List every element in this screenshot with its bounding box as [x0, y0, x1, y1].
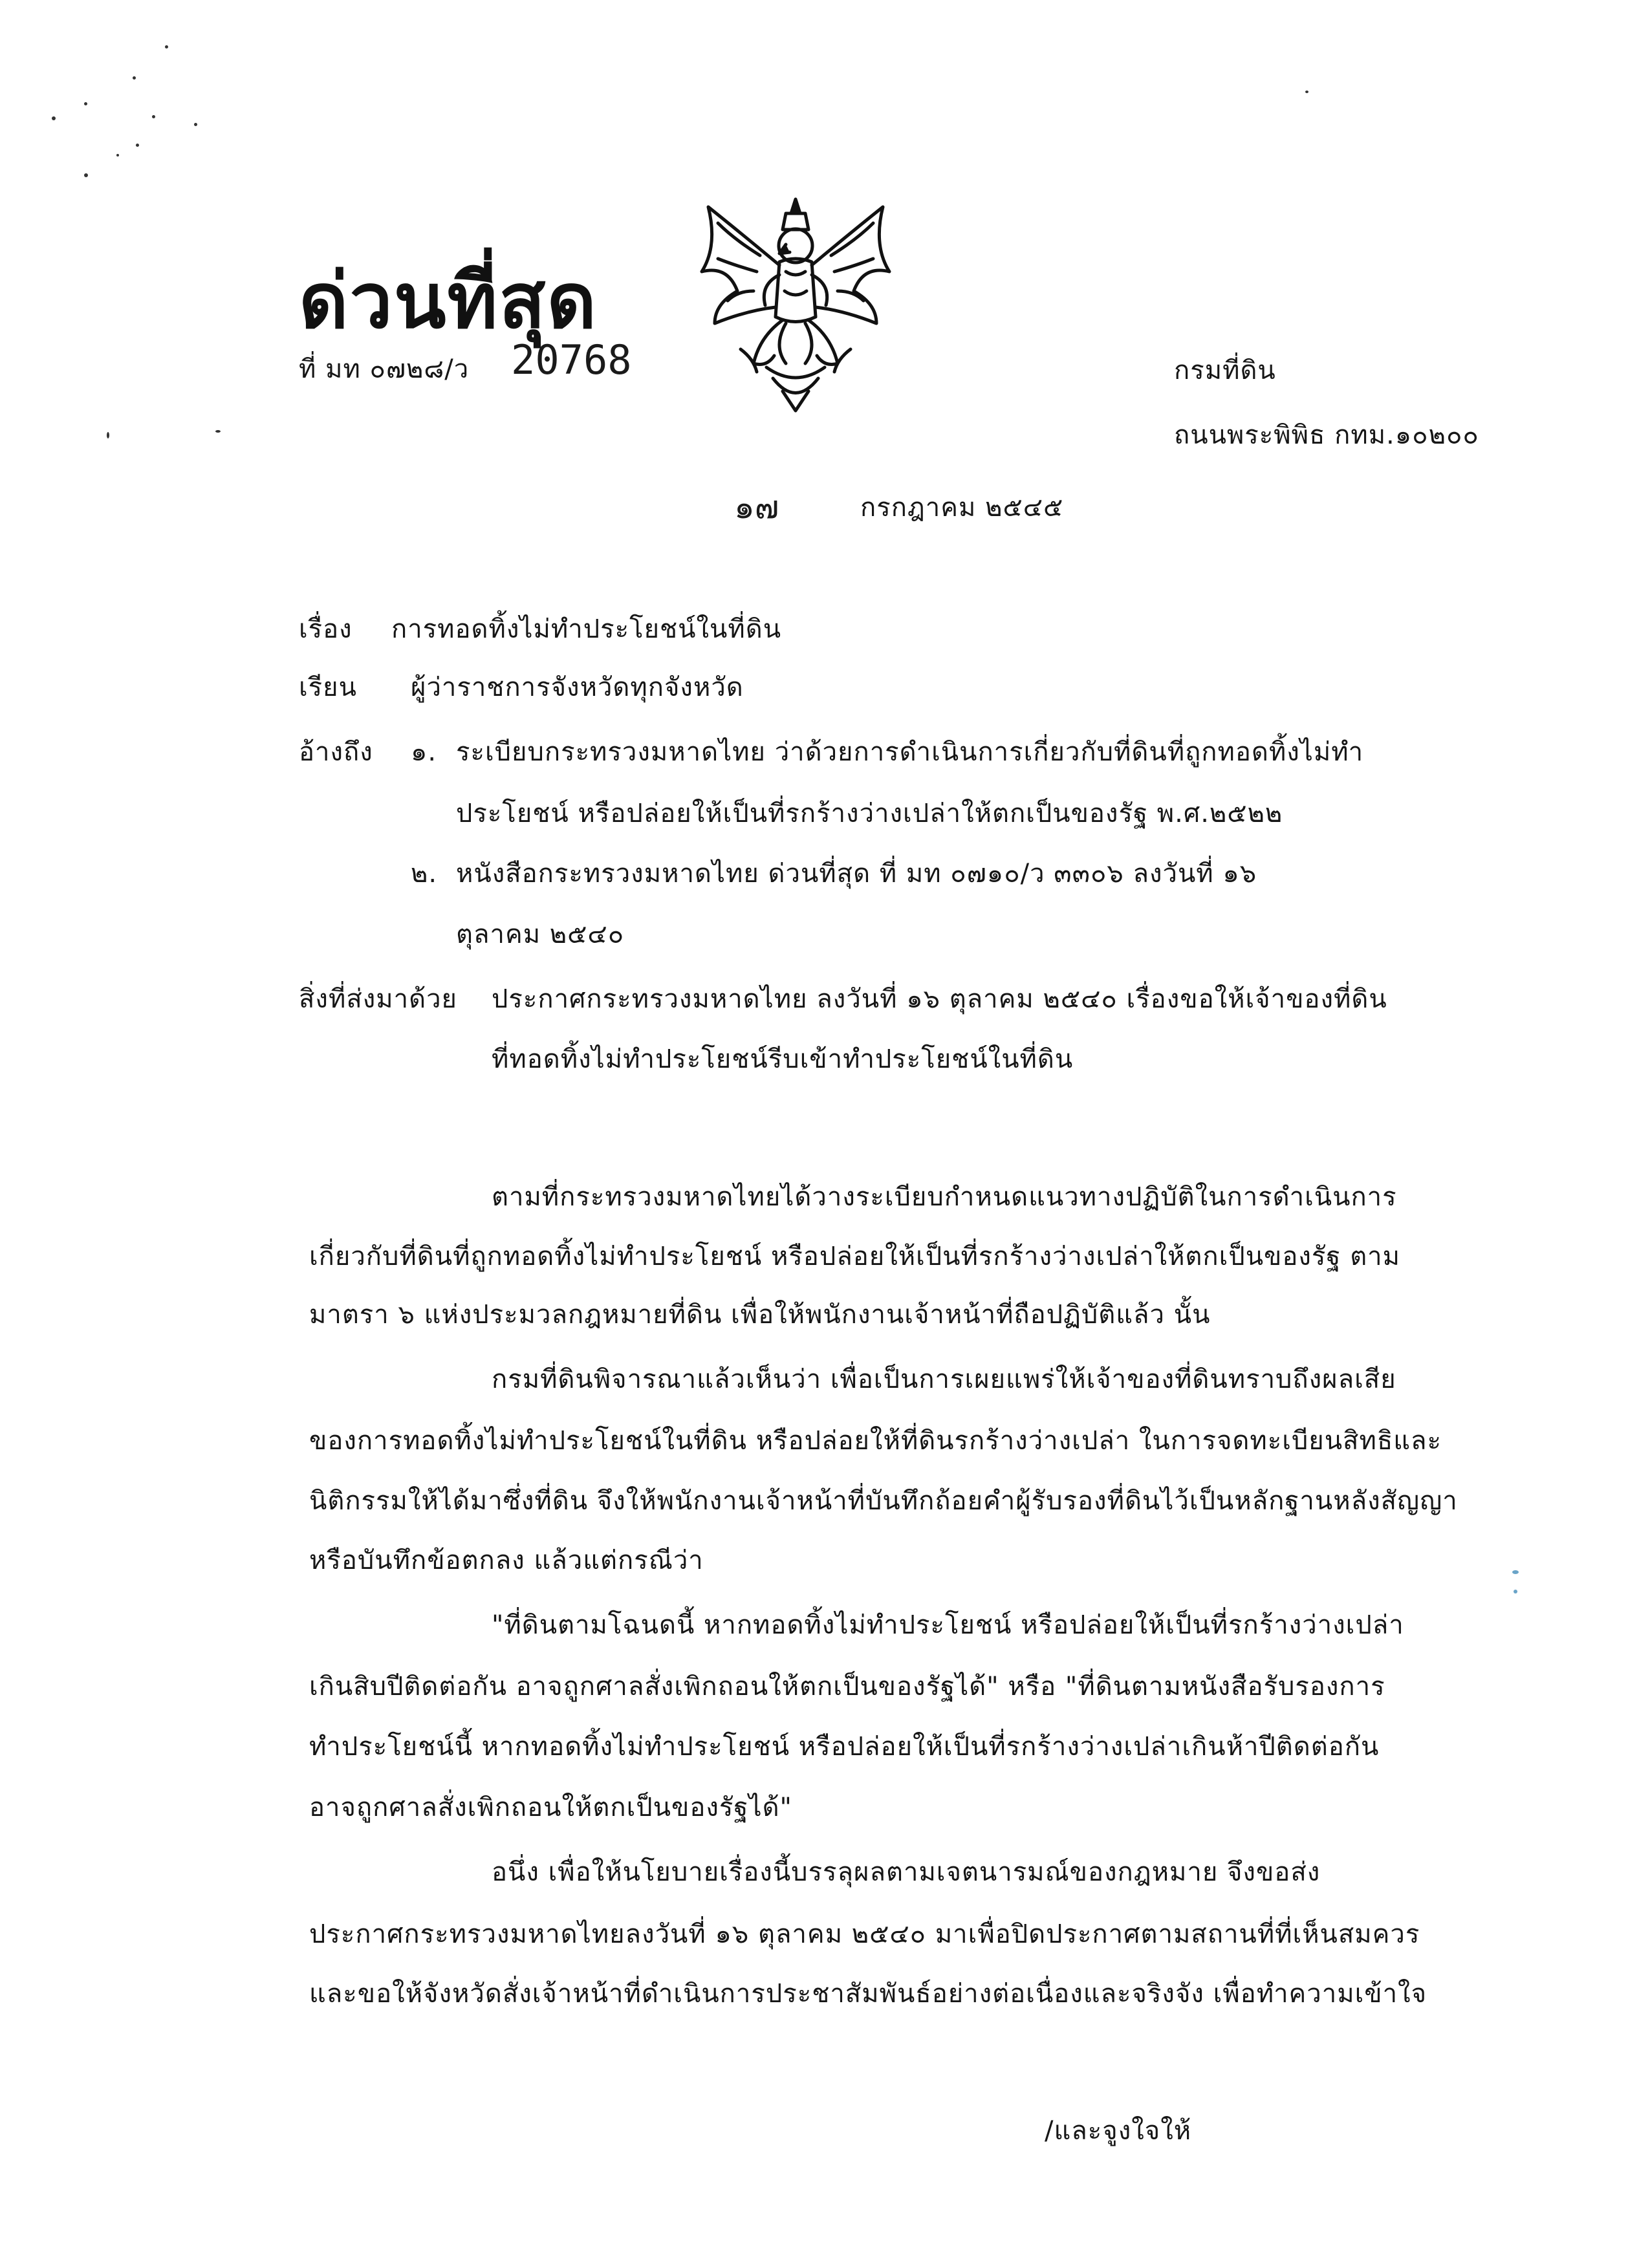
reference-item-line: ระเบียบกระทรวงมหาดไทย ว่าด้วยการดำเนินการเกี่ยวกับที่ดินที่ถูกทอดทิ้งไม่ทำ [456, 737, 1364, 767]
body-line: มาตรา ๖ แห่งประมวลกฎหมายที่ดิน เพื่อให้พนักงานเจ้าหน้าที่ถือปฏิบัติแล้ว นั้น [309, 1300, 1211, 1330]
recipient-label: เรียน [299, 673, 357, 702]
agency-address: ถนนพระพิพิธ กทม.๑๐๒๐๐ [1174, 420, 1479, 450]
body-line: ทำประโยชน์นี้ หากทอดทิ้งไม่ทำประโยชน์ หรือปล่อยให้เป็นที่รกร้างว่างเปล่าเกินห้าปีติดต่อกัน [309, 1732, 1380, 1762]
body-line: "ที่ดินตามโฉนดนี้ หากทอดทิ้งไม่ทำประโยชน์ หรือปล่อยให้เป็นที่รกร้างว่างเปล่า [492, 1610, 1404, 1640]
urgent-label: ด่วนที่สุด [299, 256, 598, 345]
recipient-text: ผู้ว่าราชการจังหวัดทุกจังหวัด [411, 673, 744, 702]
body-line: ตามที่กระทรวงมหาดไทยได้วางระเบียบกำหนดแนวทางปฏิบัติในการดำเนินการ [492, 1182, 1397, 1212]
enclosure-label: สิ่งที่ส่งมาด้วย [299, 984, 457, 1014]
body-line: เกินสิบปีติดต่อกัน อาจถูกศาลสั่งเพิกถอนให้ตกเป็นของรัฐได้" หรือ "ที่ดินตามหนังสือรับรองการ [309, 1672, 1385, 1701]
subject-text: การทอดทิ้งไม่ทำประโยชน์ในที่ดิน [391, 614, 782, 644]
body-line: นิติกรรมให้ได้มาซึ่งที่ดิน จึงให้พนักงานเจ้าหน้าที่บันทึกถ้อยคำผู้รับรองที่ดินไว้เป็นหลักฐานหลังสัญญา [309, 1486, 1458, 1516]
reference-number-stamp: 20768 [511, 336, 632, 383]
enclosure-line: ประกาศกระทรวงมหาดไทย ลงวันที่ ๑๖ ตุลาคม ๒๕๔๐ เรื่องขอให้เจ้าของที่ดิน [492, 984, 1387, 1014]
body-line: อาจถูกศาลสั่งเพิกถอนให้ตกเป็นของรัฐได้" [309, 1793, 792, 1822]
body-line: อนึ่ง เพื่อให้นโยบายเรื่องนี้บรรลุผลตามเจตนารมณ์ของกฎหมาย จึงขอส่ง [492, 1857, 1321, 1887]
body-line: ประกาศกระทรวงมหาดไทยลงวันที่ ๑๖ ตุลาคม ๒๕๔๐ มาเพื่อปิดประกาศตามสถานที่ที่เห็นสมควร [309, 1919, 1420, 1949]
reference-number-prefix: ที่ มท ๐๗๒๘/ว [299, 354, 470, 384]
reference-item-line: ประโยชน์ หรือปล่อยให้เป็นที่รกร้างว่างเปล่าให้ตกเป็นของรัฐ พ.ศ.๒๕๒๒ [456, 799, 1283, 828]
body-line: เกี่ยวกับที่ดินที่ถูกทอดทิ้งไม่ทำประโยชน์ หรือปล่อยให้เป็นที่รกร้างว่างเปล่าให้ตกเป็นของรัฐ ตาม [309, 1242, 1401, 1271]
reference-label: อ้างถึง [299, 737, 373, 767]
garuda-emblem [689, 194, 902, 414]
agency-name: กรมที่ดิน [1174, 356, 1276, 385]
body-line: ของการทอดทิ้งไม่ทำประโยชน์ในที่ดิน หรือปล่อยให้ที่ดินรกร้างว่างเปล่า ในการจดทะเบียนสิทธิและ [309, 1426, 1442, 1456]
body-line: และขอให้จังหวัดสั่งเจ้าหน้าที่ดำเนินการประชาสัมพันธ์อย่างต่อเนื่องและจริงจัง เพื่อทำความเข้าใจ [309, 1979, 1427, 2009]
reference-item-number: ๒. [411, 859, 438, 889]
reference-item-line: หนังสือกระทรวงมหาดไทย ด่วนที่สุด ที่ มท ๐๗๑๐/ว ๓๓๐๖ ลงวันที่ ๑๖ [456, 859, 1257, 889]
date-day: ๑๗ [734, 488, 779, 526]
date-month-year: กรกฎาคม ๒๕๔๕ [860, 493, 1064, 523]
enclosure-line: ที่ทอดทิ้งไม่ทำประโยชน์รีบเข้าทำประโยชน์ในที่ดิน [492, 1044, 1074, 1074]
body-line: หรือบันทึกข้อตกลง แล้วแต่กรณีว่า [309, 1546, 704, 1575]
subject-label: เรื่อง [299, 614, 353, 644]
reference-item-line: ตุลาคม ๒๕๔๐ [456, 920, 625, 949]
continuation-marker: /และจูงใจให้ [1045, 2116, 1192, 2146]
body-line: กรมที่ดินพิจารณาแล้วเห็นว่า เพื่อเป็นการเผยแพร่ให้เจ้าของที่ดินทราบถึงผลเสีย [492, 1365, 1396, 1394]
reference-item-number: ๑. [411, 737, 437, 767]
